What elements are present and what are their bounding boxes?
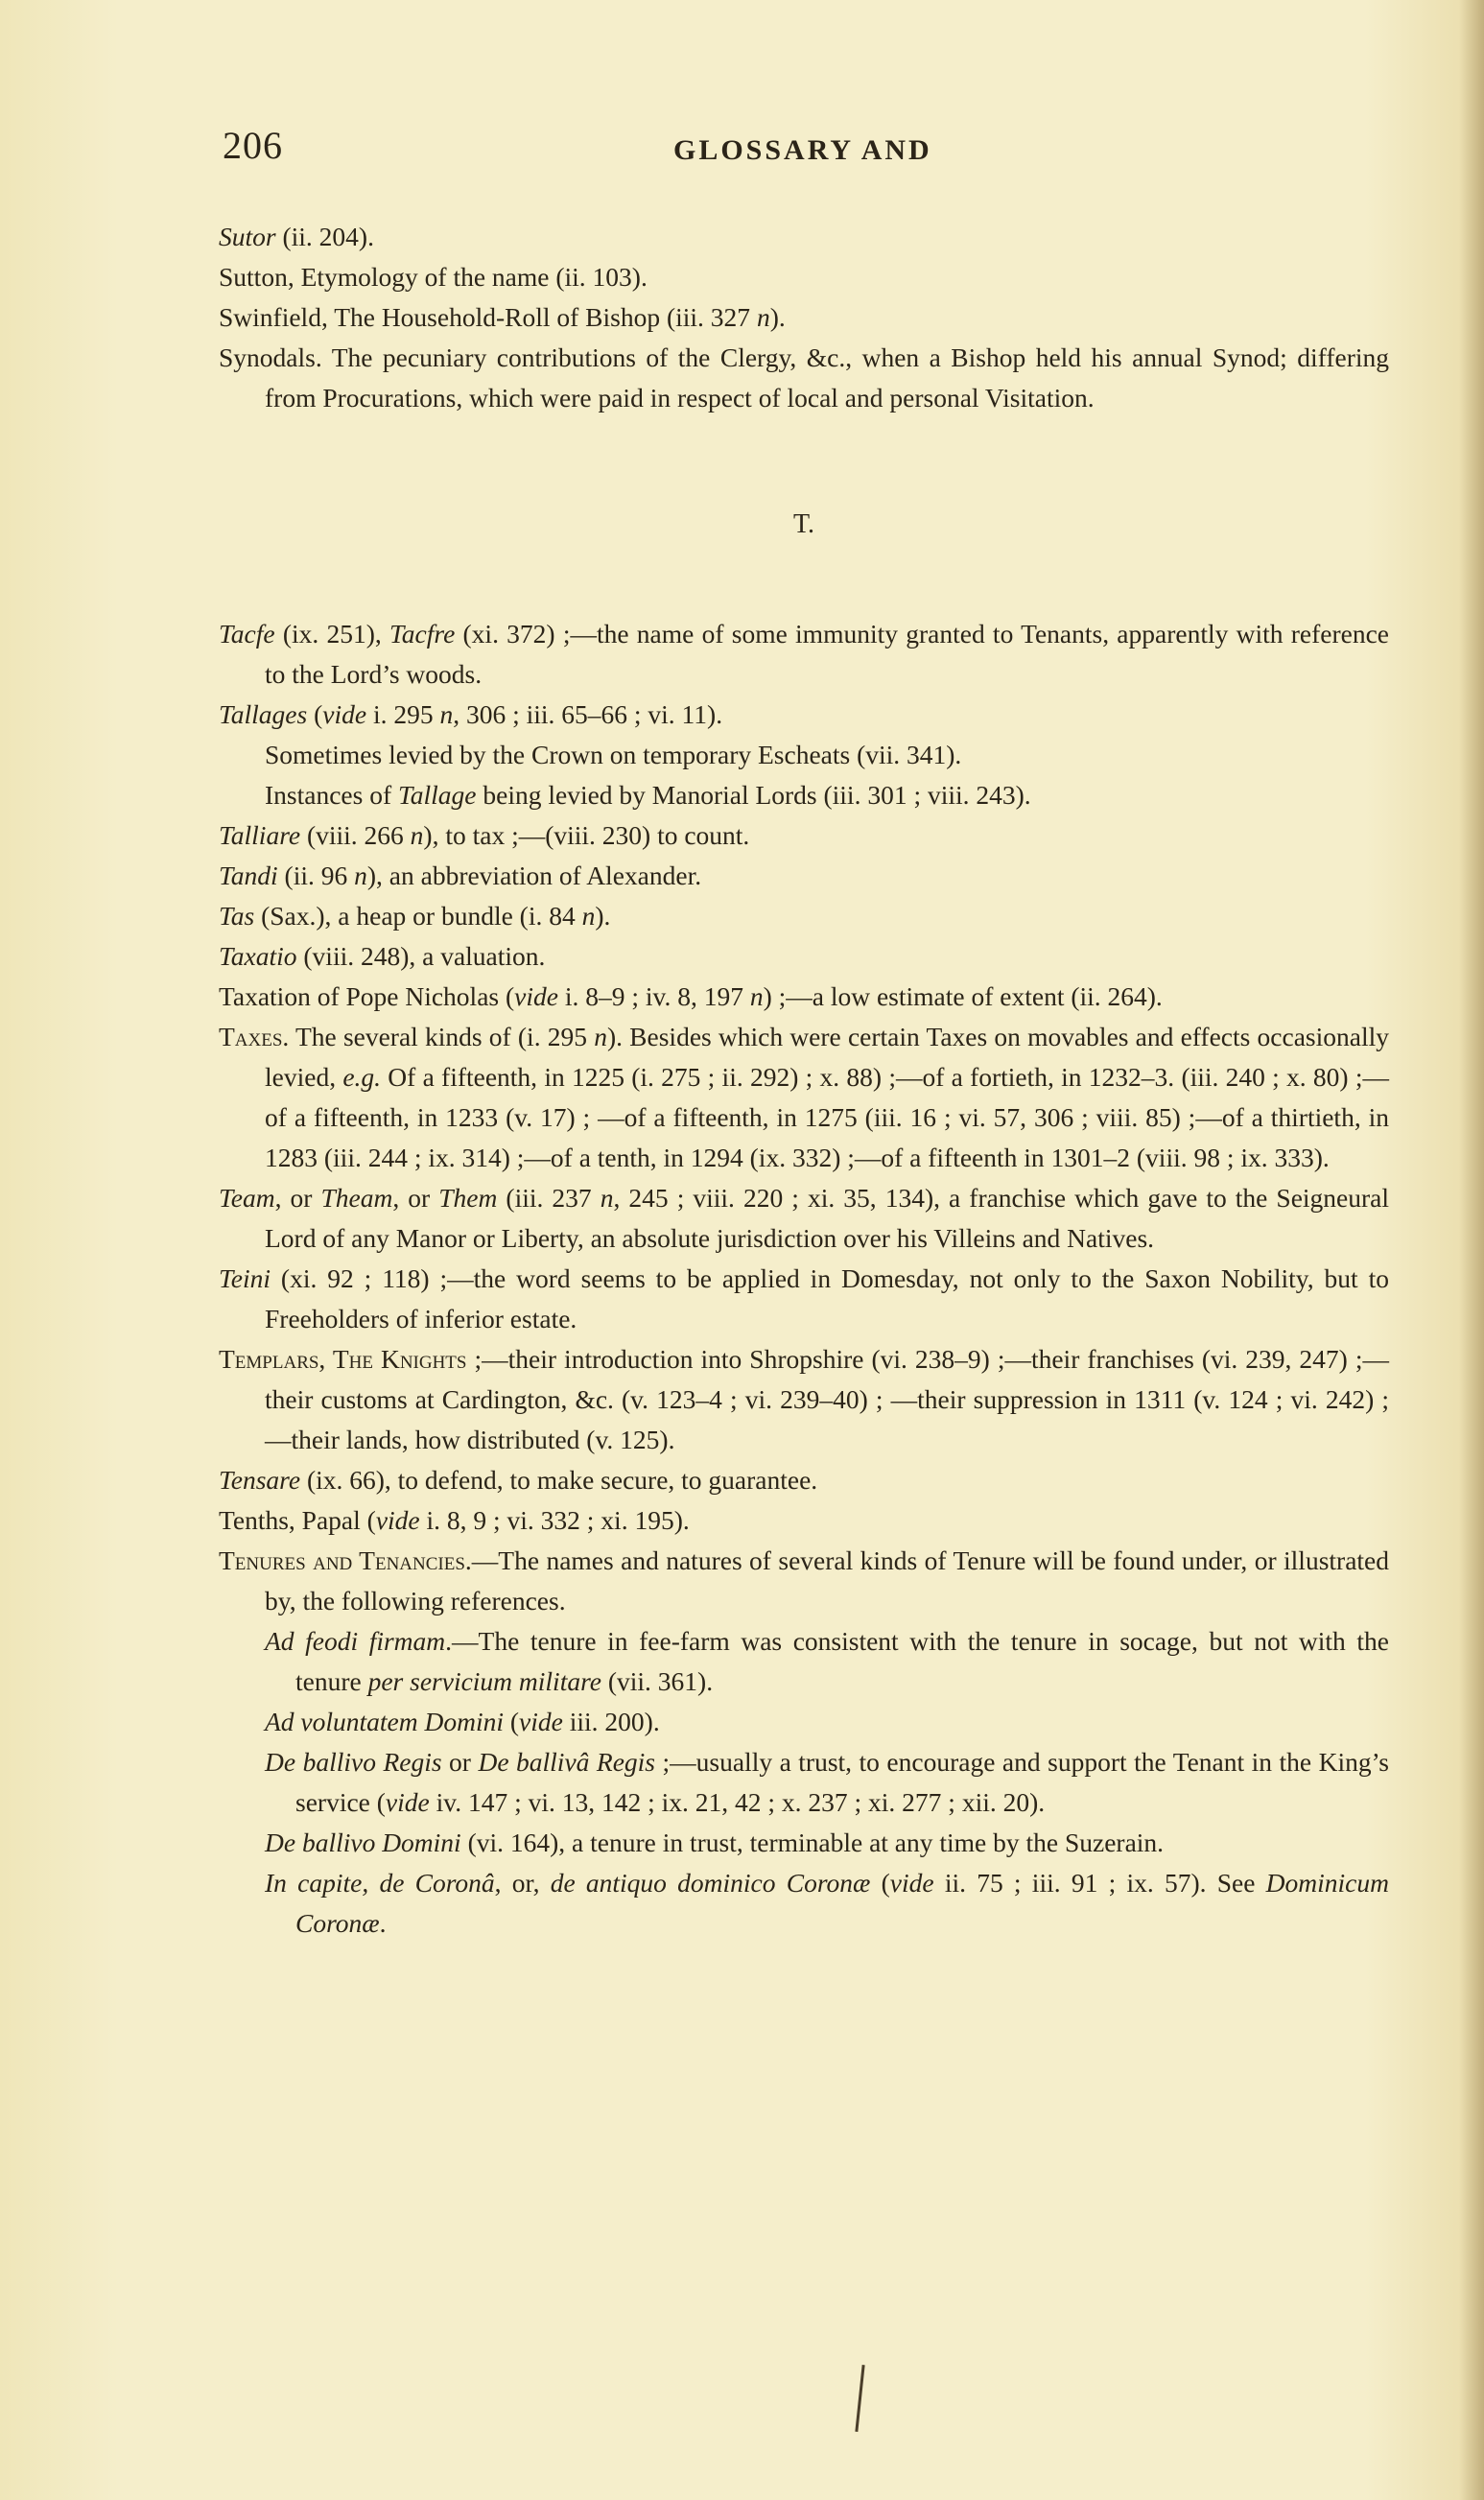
- glossary-entry: Talliare (viii. 266 n), to tax ;—(viii. 230) to count.: [219, 820, 750, 850]
- stray-ink-mark: [855, 2365, 864, 2432]
- page-binding-shadow: [1459, 0, 1484, 2500]
- glossary-entry: Taxes. The several kinds of (i. 295 n). Besides which were certain Taxes on movables and effects occasionally levied, e.g. Of a fifteenth, in 1225 (i. 275 ; ii. 292) ; x. 88) ;—of a fortieth, in 1232–3. (iii. 240 ; x. 80) ;—of a fifteenth, in 1233 (v. 17) ; —of a fifteenth, in 1275 (iii. 16 ; vi. 57, 306 ; viii. 85) ;—of a thirtieth, in 1283 (iii. 244 ; ix. 314) ;—of a tenth, in 1294 (ix. 332) ;—of a fifteenth in 1301–2 (viii. 98 ; ix. 333).: [219, 1022, 1389, 1172]
- section-letter: T.: [792, 509, 815, 539]
- glossary-sub-entry: Instances of Tallage being levied by Manorial Lords (iii. 301 ; viii. 243).: [265, 780, 1031, 810]
- glossary-sub-entry: De ballivo Regis or De ballivâ Regis ;—usually a trust, to encourage and support the Tenant in the King’s service (vide iv. 147 ; vi. 13, 142 ; ix. 21, 42 ; x. 237 ; xi. 277 ; xii. 20).: [265, 1747, 1389, 1817]
- glossary-entry: Swinfield, The Household-Roll of Bishop (iii. 327 n).: [219, 302, 786, 332]
- glossary-sub-entry: Sometimes levied by the Crown on temporary Escheats (vii. 341).: [265, 740, 962, 769]
- glossary-entry: Templars, The Knights ;—their introduction into Shropshire (vi. 238–9) ;—their franchises (vi. 239, 247) ;—their customs at Cardington, &c. (v. 123–4 ; vi. 239–40) ; —their suppression in 1311 (v. 124 ; vi. 242) ;—their lands, how distributed (v. 125).: [219, 1344, 1389, 1454]
- glossary-entry: Tacfe (ix. 251), Tacfre (xi. 372) ;—the name of some immunity granted to Tenants, apparently with reference to the Lord’s woods.: [219, 619, 1389, 689]
- glossary-entry: Tallages (vide i. 295 n, 306 ; iii. 65–66 ; vi. 11).: [219, 699, 723, 729]
- page-header: [223, 123, 1374, 180]
- glossary-entry: Tas (Sax.), a heap or bundle (i. 84 n).: [219, 901, 611, 931]
- glossary-entry: Sutton, Etymology of the name (ii. 103).: [219, 262, 648, 292]
- entries-before-section: [219, 217, 1389, 418]
- glossary-sub-entry: De ballivo Domini (vi. 164), a tenure in trust, terminable at any time by the Suzerain.: [265, 1828, 1165, 1857]
- section-t-entries: [219, 614, 1389, 1944]
- glossary-entry: Team, or Theam, or Them (iii. 237 n, 245 ; viii. 220 ; xi. 35, 134), a franchise which gave to the Seigneural Lord of any Manor or Liberty, an absolute jurisdiction over his Villeins and Natives.: [219, 1183, 1389, 1253]
- glossary-entry: Tensare (ix. 66), to defend, to make secure, to guarantee.: [219, 1465, 818, 1495]
- glossary-sub-entry: In capite, de Coronâ, or, de antiquo dominico Coronæ (vide ii. 75 ; iii. 91 ; ix. 57). See Dominicum Coronæ.: [265, 1868, 1389, 1938]
- glossary-entry: Tandi (ii. 96 n), an abbreviation of Alexander.: [219, 861, 702, 890]
- glossary-entry: Teini (xi. 92 ; 118) ;—the word seems to be applied in Domesday, not only to the Saxon Nobility, but to Freeholders of inferior estate.: [219, 1263, 1389, 1333]
- glossary-sub-entry: Ad feodi firmam.—The tenure in fee-farm was consistent with the tenure in socage, but not with the tenure per servicium militare (vii. 361).: [265, 1626, 1389, 1696]
- glossary-entry: Tenures and Tenancies.—The names and natures of several kinds of Tenure will be found under, or illustrated by, the following references.: [219, 1545, 1389, 1616]
- glossary-entry: Taxatio (viii. 248), a valuation.: [219, 941, 546, 971]
- glossary-entry: Sutor (ii. 204).: [219, 222, 374, 251]
- glossary-sub-entry: Ad voluntatem Domini (vide iii. 200).: [265, 1707, 660, 1736]
- page-number: 206: [223, 124, 283, 167]
- glossary-entry: Synodals. The pecuniary contributions of the Clergy, &c., when a Bishop held his annual Synod; differing from Procurations, which were paid in respect of local and personal Visitation.: [219, 342, 1389, 413]
- running-head: GLOSSARY AND: [673, 134, 932, 166]
- glossary-body: [219, 217, 1389, 1944]
- glossary-entry: Taxation of Pope Nicholas (vide i. 8–9 ; iv. 8, 197 n) ;—a low estimate of extent (ii. 264).: [219, 981, 1163, 1011]
- glossary-entry: Tenths, Papal (vide i. 8, 9 ; vi. 332 ; xi. 195).: [219, 1505, 690, 1535]
